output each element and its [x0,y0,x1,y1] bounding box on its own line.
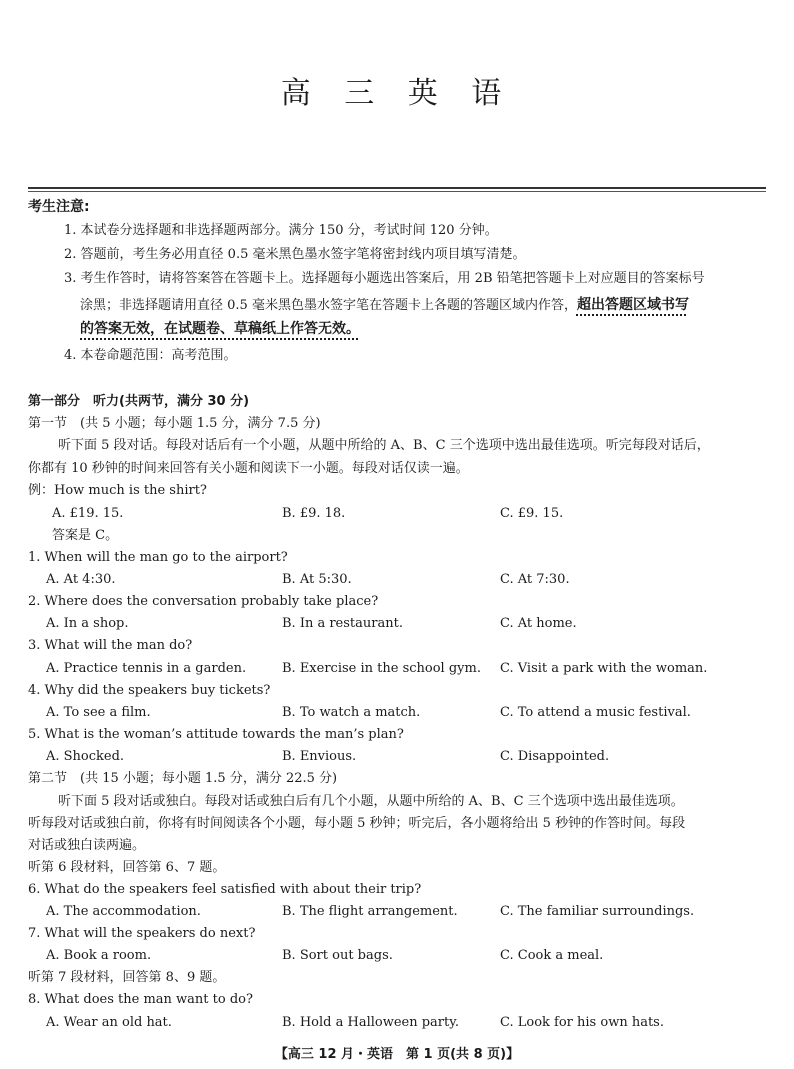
question-4-option-a: A. To see a film. [46,705,151,720]
section2-heading: 第二节 (共 15 小题；每小题 1.5 分，满分 22.5 分) [28,771,338,786]
question-3: 3. What will the man do? [28,638,193,653]
example-option-a: A. £19. 15. [52,506,124,521]
question-2-option-c: C. At home. [500,616,577,631]
question-3-option-c: C. Visit a park with the woman. [500,661,708,676]
question-6-option-c: C. The familiar surroundings. [500,904,695,919]
notice-item-4: 4. 本卷命题范围：高考范围。 [64,348,237,363]
question-5-option-b: B. Envious. [282,749,357,764]
notice-emphasis-2: 的答案无效，在试题卷、草稿纸上作答无效。 [80,321,360,337]
example-option-c: C. £9. 15. [500,506,564,521]
notice-item-3-line-1: 3. 考生作答时，请将答案答在答题卡上。选择题每小题选出答案后，用 2B 铅笔把答题卡上对应题目的答案标号 [64,271,705,286]
question-8: 8. What does the man want to do? [28,992,253,1007]
question-2: 2. Where does the conversation probably take place? [28,594,379,609]
question-7-option-b: B. Sort out bags. [282,948,393,963]
notice-item-2: 2. 答题前，考生务必用直径 0.5 毫米黑色墨水签字笔将密封线内项目填写清楚。 [64,247,526,262]
question-1: 1. When will the man go to the airport? [28,550,288,565]
notice-emphasis-1: 超出答题区域书写 [576,297,689,313]
question-5-option-c: C. Disappointed. [500,749,610,764]
page-title: 高 三 英 语 [280,76,514,111]
page-footer: 【高三 12 月・英语 第 1 页(共 8 页)】 [274,1047,520,1062]
question-4: 4. Why did the speakers buy tickets? [28,683,271,698]
example-option-b: B. £9. 18. [282,506,346,521]
section2-instruction-3: 对话或独白读两遍。 [28,838,146,853]
part1-heading: 第一部分 听力(共两节，满分 30 分) [28,394,250,409]
question-2-option-a: A. In a shop. [46,616,129,631]
question-1-option-c: C. At 7:30. [500,572,570,587]
header-divider [28,187,766,189]
question-8-option-b: B. Hold a Halloween party. [282,1015,459,1030]
question-8-option-a: A. Wear an old hat. [46,1015,172,1030]
section1-instruction-1: 听下面 5 段对话。每段对话后有一个小题，从题中所给的 A、B、C 三个选项中选出最佳选项。听完每段对话后， [58,438,710,453]
section2-instruction-1: 听下面 5 段对话或独白。每段对话或独白后有几个小题，从题中所给的 A、B、C 三个选项中选出最佳选项。 [58,794,684,809]
question-3-option-b: B. Exercise in the school gym. [282,661,481,676]
question-6-option-b: B. The flight arrangement. [282,904,458,919]
notice-heading: 考生注意: [28,199,90,215]
notice-item-3-text: 涂黑；非选择题请用直径 0.5 毫米黑色墨水签字笔在答题卡上各题的答题区域内作答， [80,298,577,313]
question-8-option-c: C. Look for his own hats. [500,1015,664,1030]
section2-instruction-2: 听每段对话或独白前，你将有时间阅读各个小题，每小题 5 秒钟；听完后，各小题将给出 5 秒钟的作答时间。每段 [28,816,686,831]
question-7-option-a: A. Book a room. [46,948,152,963]
section1-instruction-2: 你都有 10 秒钟的时间来回答有关小题和阅读下一小题。每段对话仅读一遍。 [28,461,469,476]
question-5: 5. What is the woman’s attitude towards the man’s plan? [28,727,404,742]
question-1-option-a: A. At 4:30. [46,572,116,587]
notice-item-3-line-2 [80,296,689,315]
material-6-heading: 听第 6 段材料，回答第 6、7 题。 [28,860,226,875]
question-6: 6. What do the speakers feel satisfied with about their trip? [28,882,422,897]
section1-heading: 第一节 (共 5 小题；每小题 1.5 分，满分 7.5 分) [28,416,321,431]
example-answer: 答案是 C。 [52,528,119,543]
question-3-option-a: A. Practice tennis in a garden. [46,661,247,676]
question-5-option-a: A. Shocked. [46,749,125,764]
question-6-option-a: A. The accommodation. [46,904,201,919]
question-4-option-c: C. To attend a music festival. [500,705,691,720]
question-2-option-b: B. In a restaurant. [282,616,403,631]
question-4-option-b: B. To watch a match. [282,705,421,720]
question-7: 7. What will the speakers do next? [28,926,256,941]
header-divider-thin [28,191,766,192]
notice-item-1: 1. 本试卷分选择题和非选择题两部分。满分 150 分，考试时间 120 分钟。 [64,223,498,238]
example-question: 例：How much is the shirt? [28,483,207,498]
question-7-option-c: C. Cook a meal. [500,948,604,963]
material-7-heading: 听第 7 段材料，回答第 8、9 题。 [28,970,226,985]
question-1-option-b: B. At 5:30. [282,572,352,587]
